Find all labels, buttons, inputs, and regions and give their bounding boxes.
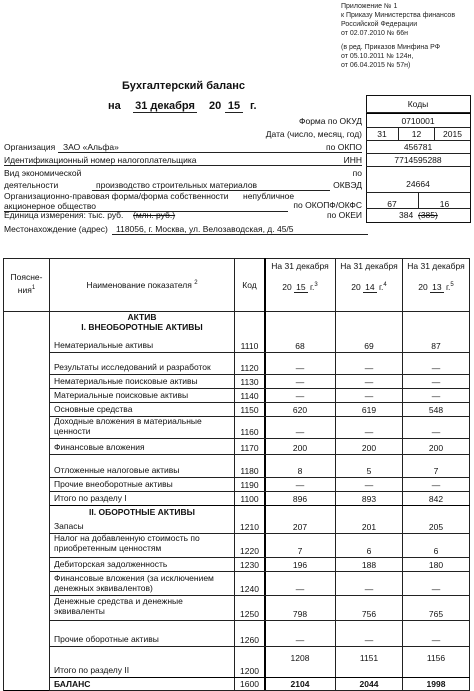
section-title: АКТИВ [127,312,157,322]
row-value: 200 [428,443,444,453]
okopf-value: 67 [387,199,397,209]
row-value: 893 [361,494,377,504]
date-prefix: на [108,100,121,112]
row-value: 7 [297,546,303,556]
row-value: 7 [433,466,439,476]
activity-label-1: Вид экономической [4,168,82,178]
row-name: Отложенные налоговые активы [54,465,180,475]
row-code: 1260 [240,635,259,645]
col-name-header: Наименование показателя $^2$ [86,280,198,290]
row-code: 1120 [240,363,259,373]
okei-strike: (385) [418,210,438,220]
row-value: — [295,363,305,373]
col-explain-header: Поясне-ния$^1$ [10,272,43,295]
row-name: Финансовые вложения [54,442,145,452]
date-year-suffix: 15 [225,100,243,113]
row-name: Материальные поисковые активы [54,390,189,400]
period-label: На 31 декабря [407,261,465,271]
okved-value: 24664 [406,179,430,189]
row-value: 8 [297,466,303,476]
row-name: Результаты исследований и разработок [54,362,211,372]
row-name: Итого по разделу I [54,493,127,503]
opf-label-2: акционерное общество [4,201,96,211]
row-value: 6 [366,546,372,556]
row-value: 87 [431,341,441,351]
inn-label: Идентификационный номер налогоплательщика [4,155,197,165]
row-value: 196 [292,560,308,570]
row-value: — [364,377,374,387]
okpo-value: 456781 [403,142,433,152]
okopf-label: по ОКОПФ/ОКФС [293,200,362,210]
org-value: ЗАО «Альфа» [63,142,119,152]
row-value: 756 [361,609,377,619]
row-value: 201 [361,522,377,532]
row-value: — [364,427,374,437]
date-day-month: 31 декабря [133,100,197,113]
unit-strike: (млн. руб.) [133,210,176,220]
row-value: 205 [428,522,444,532]
date-label: Дата (число, месяц, год) [265,129,362,139]
row-code: 1250 [240,609,259,619]
row-code: 1110 [240,341,259,351]
appendix-line: от 06.04.2015 № 57н) [341,62,411,69]
opf-label-1: Организационно-правовая форма/форма собственности [4,191,229,201]
row-value: — [295,635,305,645]
row-value: — [431,635,441,645]
okud-value: 0710001 [401,116,435,126]
row-name: Нематериальные активы [54,340,154,350]
codes-header: Коды [407,99,429,109]
unit-label: Единица измерения: тыс. руб. [4,210,124,220]
row-code: 1130 [240,377,259,387]
section-title: II. ОБОРОТНЫЕ АКТИВЫ [89,507,195,517]
activity-label-2: деятельности [4,180,59,190]
row-value: — [364,363,374,373]
date-month: 12 [411,129,422,139]
inn-value: 7714595288 [394,155,442,165]
row-name: Финансовые вложения (за исключением денежных эквивалентов) [54,573,214,593]
row-name: Прочие внеоборотные активы [54,479,173,489]
period-year: 20 14 г.$^4$ [351,282,387,292]
row-value: — [295,427,305,437]
okei-label: по ОКЕИ [326,210,362,220]
row-value: 6 [433,546,439,556]
row-name: БАЛАНС [54,679,91,689]
row-code: 1160 [240,427,259,437]
appendix-line: Приложение № 1 [341,3,398,10]
date-year-end: г. [250,100,257,112]
okved-label-2: ОКВЭД [333,180,362,190]
row-value: — [431,377,441,387]
row-value: 896 [292,494,308,504]
row-name: Дебиторская задолженность [54,559,168,569]
row-name: Основные средства [54,404,133,414]
row-value: 619 [361,405,377,415]
okei-value: 384 [399,210,414,220]
page-title: Бухгалтерский баланс [122,80,246,92]
row-value: 69 [364,341,374,351]
row-value: 188 [361,560,377,570]
row-code: 1220 [240,546,259,556]
row-value: 1998 [426,679,446,689]
row-name: Налог на добавленную стоимость по приобретенным ценностям [54,533,200,553]
row-value: 200 [292,443,308,453]
row-code: 1210 [240,522,259,532]
col-code-header: Код [242,280,257,290]
appendix-line: к Приказу Министерства финансов [341,12,456,19]
okved-label-1: по [352,168,362,178]
org-label: Организация [4,142,56,152]
row-value: 180 [428,560,444,570]
row-value: — [364,584,374,594]
row-value: 2104 [290,679,310,689]
address-label: Местонахождение (адрес) [4,224,108,234]
appendix-line: от 05.10.2011 № 124н, [341,53,414,60]
opf-value-1: непубличное [243,191,295,201]
row-code: 1600 [240,679,259,689]
row-value: — [295,377,305,387]
row-value: — [431,584,441,594]
row-name: Прочие оборотные активы [54,634,159,644]
row-value: — [431,480,441,490]
period-year: 20 13 г.$^5$ [418,282,454,292]
inn-code-label: ИНН [343,155,362,165]
row-value: 1208 [290,653,310,663]
row-name: Денежные средства и денежные эквиваленты [54,596,183,616]
row-value: — [295,480,305,490]
appendix-line: Российской Федерации [341,21,418,28]
row-value: 68 [295,341,305,351]
date-year: 2015 [443,129,462,139]
date-year-prefix: 20 [209,100,222,112]
row-value: — [364,391,374,401]
appendix-note [341,2,455,70]
address-value: 118056, г. Москва, ул. Велозаводская, д. 45/5 [116,224,294,234]
okpo-label: по ОКПО [326,142,362,152]
activity-value: производство строительных материалов [96,180,258,190]
row-name: Доходные вложения в материальные ценности [54,416,202,436]
row-code: 1190 [240,480,259,490]
row-value: 5 [366,466,372,476]
row-value: — [431,427,441,437]
row-value: 207 [292,522,308,532]
row-code: 1240 [240,584,259,594]
row-code: 1170 [240,443,259,453]
row-name: Итого по разделу II [54,665,130,675]
row-value: 1156 [426,653,446,663]
row-code: 1140 [240,391,259,401]
row-value: — [364,480,374,490]
row-name: Запасы [54,521,84,531]
row-code: 1230 [240,560,259,570]
row-value: — [431,391,441,401]
row-value: — [431,363,441,373]
row-code: 1180 [240,466,259,476]
period-label: На 31 декабря [271,261,329,271]
row-value: 798 [292,609,308,619]
date-day: 31 [377,129,387,139]
period-year: 20 15 г.$^3$ [282,282,318,292]
row-value: 620 [292,405,308,415]
row-value: 1151 [359,653,379,663]
appendix-line: от 02.07.2010 № 66н [341,30,408,37]
row-value: — [364,635,374,645]
row-value: 2044 [359,679,379,689]
row-code: 1200 [240,666,259,676]
row-value: — [295,584,305,594]
row-value: 765 [428,609,444,619]
okfs-value: 16 [439,199,450,209]
row-value: — [295,391,305,401]
period-label: На 31 декабря [340,261,398,271]
row-code: 1100 [240,494,259,504]
row-code: 1150 [240,405,259,415]
okud-label: Форма по ОКУД [299,116,362,126]
row-value: 548 [428,405,444,415]
row-value: 200 [361,443,377,453]
row-name: Нематериальные поисковые активы [54,376,198,386]
row-value: 842 [428,494,444,504]
section-title: I. ВНЕОБОРОТНЫЕ АКТИВЫ [81,322,203,332]
appendix-line: (в ред. Приказов Минфина РФ [341,44,441,51]
